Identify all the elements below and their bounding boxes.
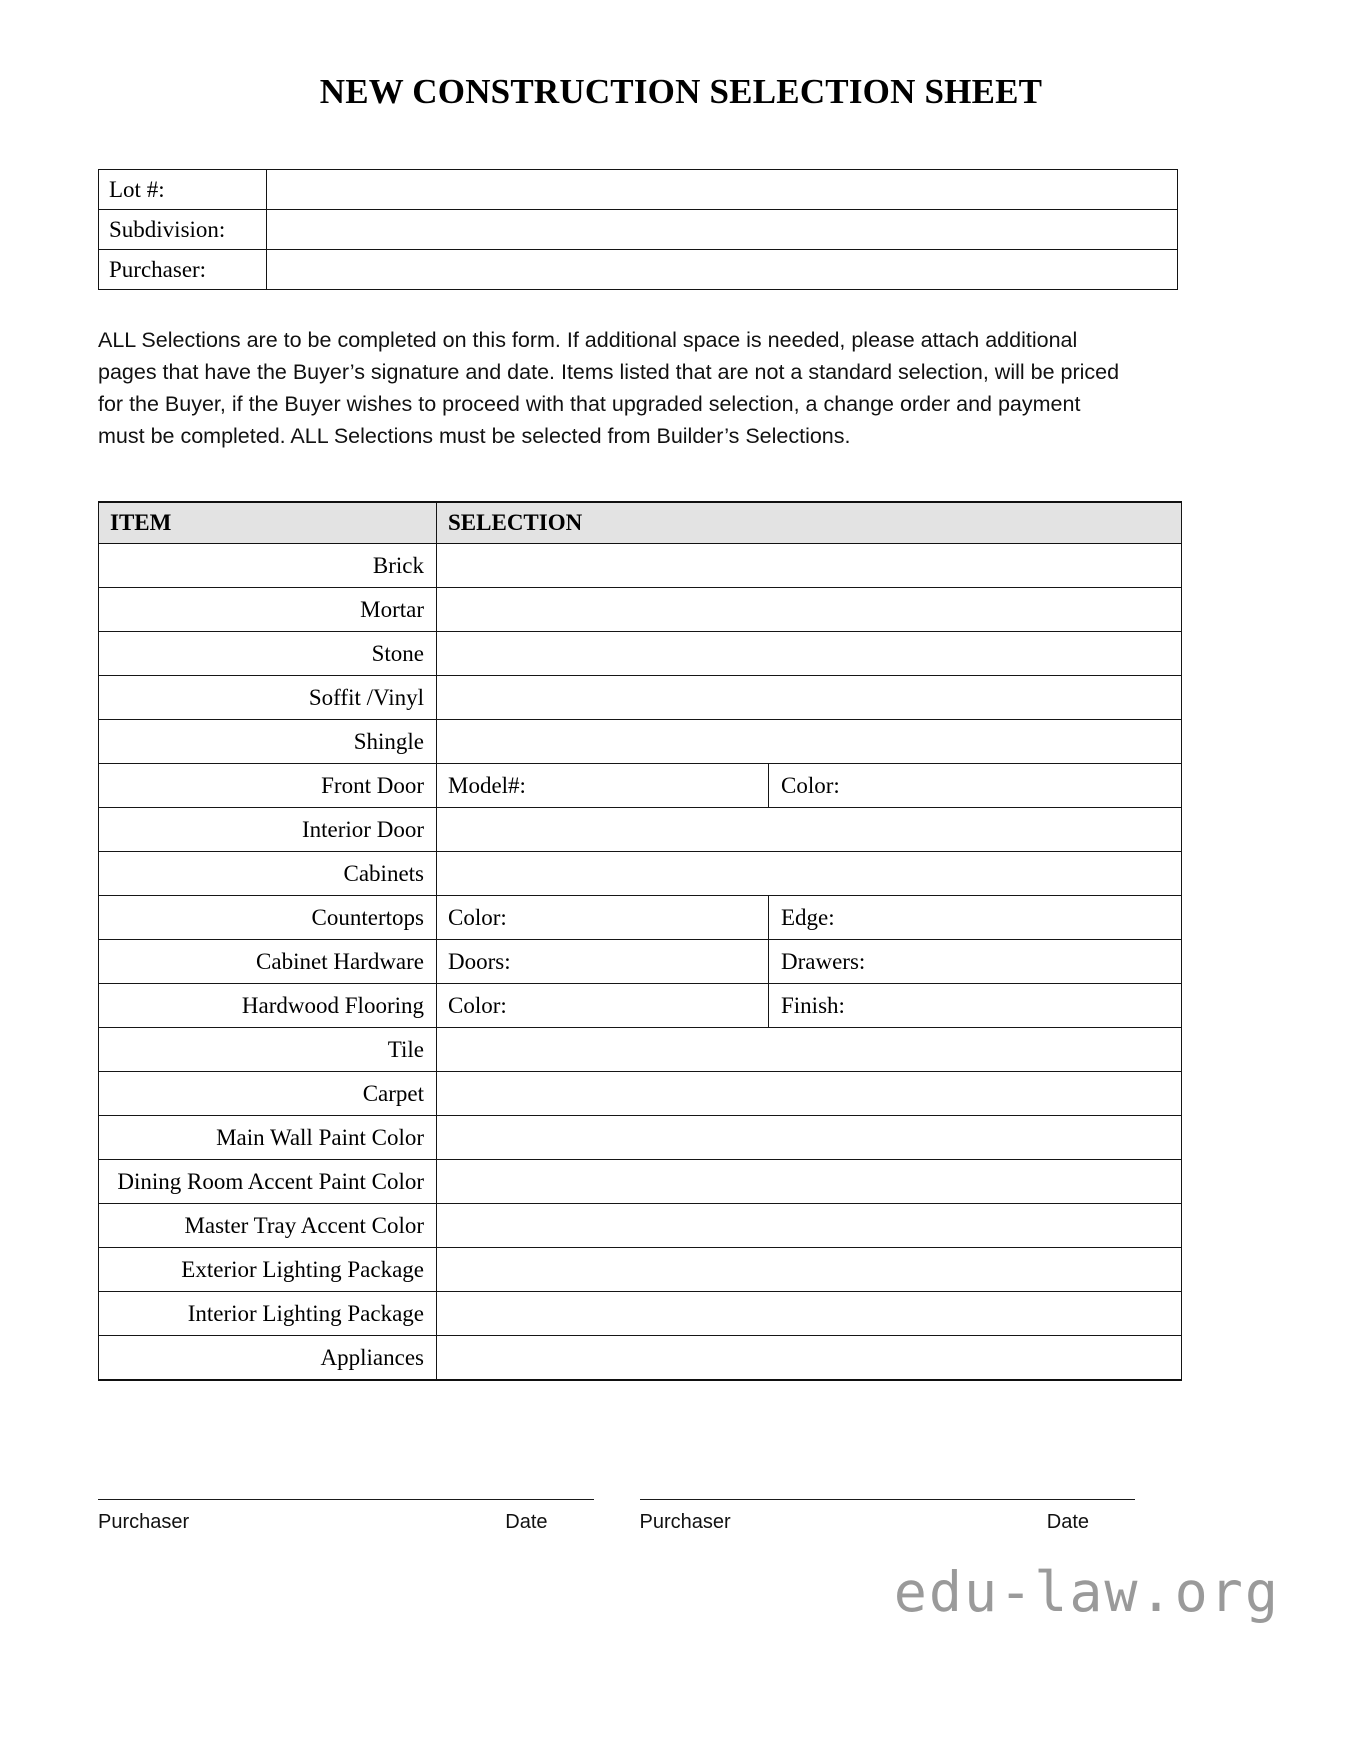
instructions-paragraph: ALL Selections are to be completed on this form. If additional space is needed, please attach additional pages that have the Buyer’s signature and date. Items listed that are not a standard selection, will be priced for the Buyer, if the Buyer wishes to proceed with that upgraded selection, a change order and payment must be completed. ALL Selections must be selected from Builder’s Selections. (98, 328, 1120, 448)
table-row (99, 1072, 1182, 1116)
table-row (99, 676, 1182, 720)
selection-subfield-right[interactable]: Color: (781, 772, 840, 798)
selection-field-split (437, 940, 1182, 984)
selection-item-label: Front Door (99, 764, 437, 808)
selection-item-label: Mortar (99, 588, 437, 632)
signature-block-2 (640, 1498, 1136, 1534)
selection-subfield-group (437, 940, 1181, 983)
selection-field-split (437, 764, 1182, 808)
selection-item-label: Dining Room Accent Paint Color (99, 1160, 437, 1204)
selection-field[interactable] (437, 1248, 1182, 1292)
selection-field[interactable] (437, 676, 1182, 720)
selection-item-label: Soffit /Vinyl (99, 676, 437, 720)
selection-item-label: Countertops (99, 896, 437, 940)
selection-subfield-right[interactable]: Drawers: (781, 948, 866, 974)
table-row (99, 250, 1178, 290)
selection-item-label: Cabinets (99, 852, 437, 896)
selection-item-label: Exterior Lighting Package (99, 1248, 437, 1292)
table-row (99, 210, 1178, 250)
selection-item-label: Cabinet Hardware (99, 940, 437, 984)
selection-field[interactable] (437, 720, 1182, 764)
table-row (99, 852, 1182, 896)
selection-subfield-left[interactable]: Color: (437, 896, 769, 939)
table-row (99, 1248, 1182, 1292)
signature-labels-2 (640, 1500, 1136, 1534)
signature-labels-1 (98, 1500, 594, 1534)
property-info-body (99, 170, 1178, 290)
selection-table (98, 501, 1182, 1381)
table-row (99, 1292, 1182, 1336)
selection-field[interactable] (437, 1336, 1182, 1381)
table-row (99, 1204, 1182, 1248)
selection-item-label: Appliances (99, 1336, 437, 1381)
selection-field[interactable] (437, 852, 1182, 896)
page-title: NEW CONSTRUCTION SELECTION SHEET (319, 72, 1043, 111)
selection-subfield-left[interactable]: Color: (437, 984, 769, 1027)
info-label-subdivision: Subdivision: (99, 210, 267, 250)
selection-field[interactable] (437, 1028, 1182, 1072)
table-row (99, 1336, 1182, 1381)
info-label-purchaser: Purchaser: (99, 250, 267, 290)
info-field-subdivision[interactable] (267, 210, 1178, 250)
selection-subfield-right[interactable]: Finish: (781, 992, 845, 1018)
table-row (99, 588, 1182, 632)
info-field-lot[interactable] (267, 170, 1178, 210)
table-row (99, 1160, 1182, 1204)
signature-label-date-2: Date (1046, 1511, 1089, 1533)
table-row (99, 1028, 1182, 1072)
column-header-item: ITEM (99, 502, 437, 544)
selection-item-label: Tile (99, 1028, 437, 1072)
selection-item-label: Hardwood Flooring (99, 984, 437, 1028)
selection-item-label: Shingle (99, 720, 437, 764)
info-label-lot: Lot #: (99, 170, 267, 210)
selection-subfield-group (437, 896, 1181, 939)
selection-subfield-group (437, 984, 1181, 1027)
table-row (99, 940, 1182, 984)
signature-block-1 (98, 1498, 594, 1534)
selection-field[interactable] (437, 1072, 1182, 1116)
selection-subfield-left[interactable]: Doors: (437, 940, 769, 983)
signature-rows (98, 1498, 1135, 1534)
selection-field[interactable] (437, 632, 1182, 676)
selection-field-split (437, 984, 1182, 1028)
selection-item-label: Main Wall Paint Color (99, 1116, 437, 1160)
selection-field[interactable] (437, 1204, 1182, 1248)
selection-table-head (99, 502, 1182, 544)
selection-table-body (99, 544, 1182, 1381)
selection-item-label: Brick (99, 544, 437, 588)
watermark: edu-law.org (893, 1560, 1280, 1624)
selection-item-label: Carpet (99, 1072, 437, 1116)
signature-label-date-1: Date (505, 1511, 548, 1533)
table-row (99, 984, 1182, 1028)
signature-area (98, 1498, 1135, 1534)
selection-field-split (437, 896, 1182, 940)
table-row (99, 544, 1182, 588)
selection-field[interactable] (437, 808, 1182, 852)
table-row (99, 764, 1182, 808)
column-header-selection: SELECTION (437, 502, 1182, 544)
selection-field[interactable] (437, 1292, 1182, 1336)
table-row (99, 632, 1182, 676)
selection-field[interactable] (437, 544, 1182, 588)
table-row (99, 1116, 1182, 1160)
table-row (99, 896, 1182, 940)
table-row (99, 720, 1182, 764)
table-row (99, 808, 1182, 852)
selection-item-label: Interior Door (99, 808, 437, 852)
selection-subfield-right[interactable]: Edge: (781, 904, 835, 930)
selection-field[interactable] (437, 1116, 1182, 1160)
selection-field[interactable] (437, 588, 1182, 632)
table-header-row (99, 502, 1182, 544)
selection-subfield-group (437, 764, 1181, 807)
selection-item-label: Interior Lighting Package (99, 1292, 437, 1336)
property-info-table (98, 169, 1178, 290)
selection-subfield-left[interactable]: Model#: (437, 764, 769, 807)
selection-field[interactable] (437, 1160, 1182, 1204)
info-field-purchaser[interactable] (267, 250, 1178, 290)
signature-label-purchaser-2: Purchaser (639, 1511, 731, 1533)
table-row (99, 170, 1178, 210)
selection-item-label: Stone (99, 632, 437, 676)
signature-label-purchaser-1: Purchaser (98, 1511, 190, 1533)
selection-item-label: Master Tray Accent Color (99, 1204, 437, 1248)
